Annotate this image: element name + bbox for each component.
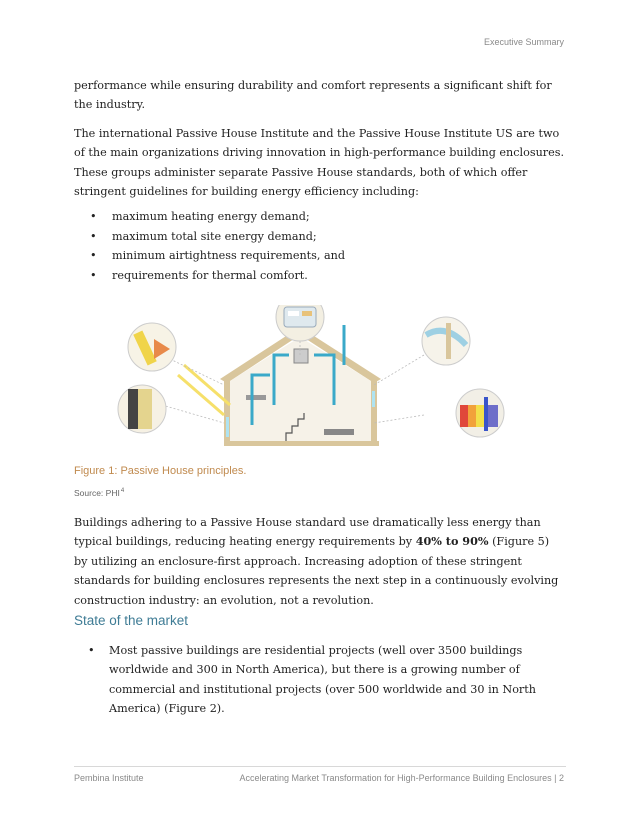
footer-divider — [74, 766, 566, 767]
section-heading: State of the market — [74, 613, 189, 628]
list-item: • requirements for thermal comfort. — [74, 266, 566, 285]
market-bullets — [74, 641, 566, 719]
figure-caption: Figure 1: Passive House principles. — [74, 465, 247, 477]
inset-ventilation — [276, 305, 324, 341]
inset-thermal-bridge-free — [456, 389, 504, 437]
emphasis-percentage: 40% to 90% — [415, 534, 489, 549]
inset-airtightness — [422, 317, 470, 365]
figure-source: Source: PHI$^4$ — [74, 488, 125, 498]
list-item: • minimum airtightness requirements, and — [74, 246, 566, 265]
house-diagram — [178, 325, 381, 446]
list-item: • maximum heating energy demand; — [74, 207, 566, 226]
paragraph-3: Buildings adhering to a Passive House standard use dramatically less energy than typical buildings, reducing heating energy requirements by 40% to 90% (Figure 5) by utilizing an enclosure-first approach. Increasing adoption of these stringent standards for building enclosures represents the next step in a continuously evolving construction industry: an evolution, not a revolution. — [74, 516, 559, 607]
footnote-ref[interactable]: 4 — [120, 488, 125, 494]
passive-house-figure — [74, 305, 566, 477]
main-content — [74, 76, 566, 477]
footer-title-page: Accelerating Market Transformation for High-Performance Building Enclosures | 2 — [239, 773, 564, 783]
list-item: • maximum total site energy demand; — [74, 227, 566, 246]
inset-passive-window — [128, 323, 176, 371]
footer-organization: Pembina Institute — [74, 773, 144, 783]
passive-house-illustration — [74, 305, 566, 477]
inset-thermal-insulation — [118, 385, 166, 433]
running-header: Executive Summary — [483, 37, 564, 47]
requirements-list — [74, 207, 566, 285]
paragraph-1: performance while ensuring durability and comfort represents a significant shift for the industry. — [74, 79, 552, 112]
paragraph-2: The international Passive House Institute and the Passive House Institute US are two of the main organizations driving innovation in high-performance building enclosures. These groups administer separate Passive House standards, both of which offer stringent guidelines for building energy efficiency including: — [74, 126, 565, 199]
list-item: • Most passive buildings are residential projects (well over 3500 buildings worldwide and 300 in North America), but there is a growing number of commercial and institutional projects (over 500 worldwide and 30 in North America) (Figure 2). — [74, 641, 566, 719]
